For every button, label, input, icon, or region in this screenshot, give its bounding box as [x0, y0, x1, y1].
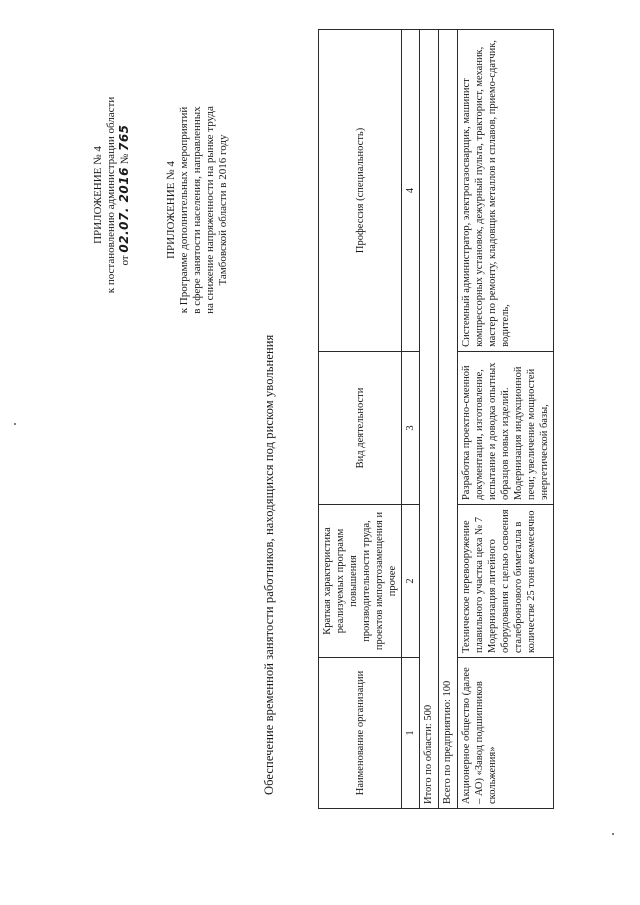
document-title: Обеспечение временной занятости работников, находящихся под риском увольнения — [262, 334, 276, 795]
scan-speck — [14, 423, 16, 425]
column-number: 4 — [402, 30, 420, 352]
decree-reference: к постановлению администрации области — [105, 96, 117, 294]
program-line-4: на снижение напряженности на рынке труда — [204, 106, 216, 314]
header-organization: Наименование организации — [319, 657, 402, 808]
program-appendix-number: ПРИЛОЖЕНИЕ № 4 — [165, 161, 177, 259]
column-number-row — [402, 30, 420, 809]
column-number: 1 — [402, 657, 420, 808]
region-total-row — [420, 30, 439, 809]
program-line-2: к Программе дополнительных мероприятий — [178, 106, 190, 314]
scan-speck — [612, 833, 614, 835]
program-line-5: Тамбовской области в 2016 году — [217, 134, 229, 286]
program-line-3: в сфере занятости населения, направленных — [191, 106, 203, 314]
profession-cell: Системный администратор, электрогазосварщик, машинист компрессорных установок, дежурный пульта, тракторист, механик, мастер по ремонту, кладовщик металлов и сплавов, приемо-сдатчик, водитель, — [458, 30, 554, 352]
appendix-decree-header — [92, 60, 132, 330]
appendix-program-header — [165, 60, 230, 360]
header-program: Краткая характеристика реализуемых программ повышения производительности труда, проектов импортозамещения и прочее — [319, 505, 402, 658]
organization-cell: Акционерное общество (далее – АО) «Завод подшипников скольжения» — [458, 657, 554, 808]
table-header-row — [319, 30, 402, 809]
handwritten-date: 02.07. 2016 — [117, 167, 131, 253]
column-number: 2 — [402, 505, 420, 658]
header-activity: Вид деятельности — [319, 351, 402, 504]
program-cell: Техническое перевооружение плавильного участка цеха № 7 Модернизация литейного оборудования с целью освоения сталебронзового биметалла в количестве 25 тонн ежемесячно — [458, 505, 554, 658]
enterprise-total: Всего по предприятию: 100 — [439, 30, 458, 809]
region-total: Итого по области: 500 — [420, 30, 439, 809]
header-profession: Профессия (специальность) — [319, 30, 402, 352]
date-prefix: от — [119, 255, 131, 266]
enterprise-total-row — [439, 30, 458, 809]
employment-table — [318, 29, 554, 809]
activity-cell: Разработка проектно-сменной документации, изготовление, испытание и доводка опытных образцов новых изделий. Модернизация индукционной печи; увеличение мощностей энергетической базы, — [458, 351, 554, 504]
column-number: 3 — [402, 351, 420, 504]
table-row — [458, 30, 554, 809]
handwritten-number: 765 — [117, 124, 131, 152]
decree-date-line — [118, 60, 132, 330]
appendix-number: ПРИЛОЖЕНИЕ № 4 — [92, 146, 104, 244]
number-sign: № — [119, 153, 131, 165]
